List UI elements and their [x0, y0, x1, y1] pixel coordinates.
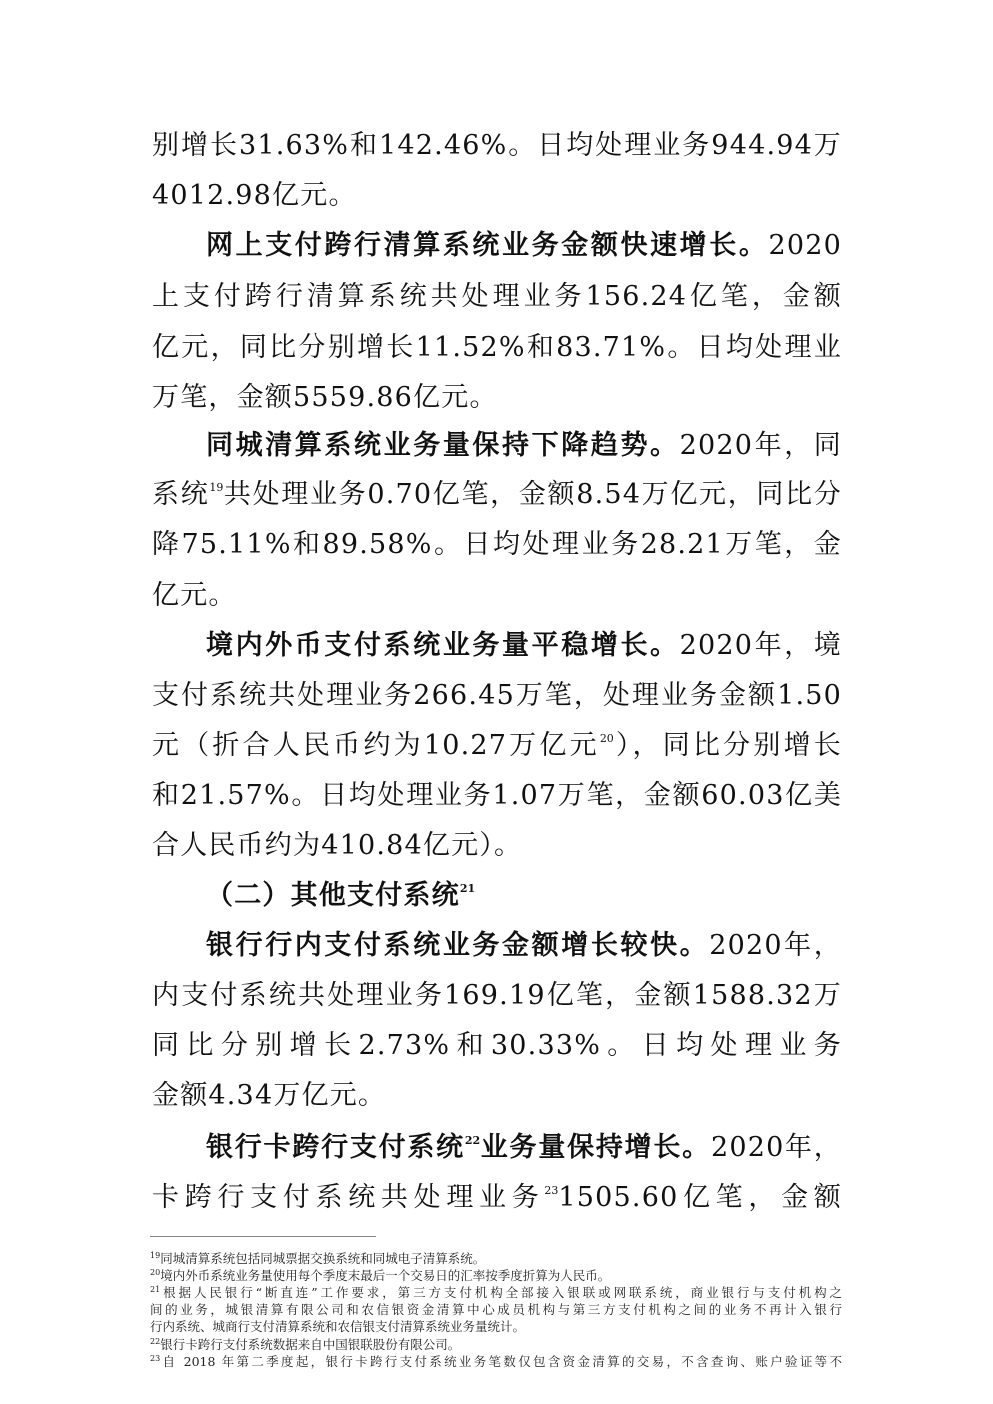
- paragraph-heading: 网上支付跨行清算系统业务金额快速增长。: [206, 230, 769, 261]
- paragraph-heading: 业务量保持增长。: [480, 1132, 711, 1163]
- body-line: 金额4.34万亿元。: [152, 1080, 387, 1111]
- body-line: 同城清算系统业务量保持下降趋势。2020年，同: [206, 430, 842, 461]
- paragraph-heading: 银行行内支付系统业务金额增长较快。: [206, 930, 710, 961]
- body-line: 4012.98亿元。: [152, 180, 357, 211]
- body-line: 和21.57%。日均处理业务1.07万笔，金额60.03亿美: [152, 780, 842, 811]
- body-line: 降75.11%和89.58%。日均处理业务28.21万笔，金: [152, 529, 842, 560]
- footnote-ref: 20: [599, 732, 614, 745]
- footnote-19: $^{19}$同城清算系统包括同城票据交换系统和同城电子清算系统。: [150, 1251, 486, 1266]
- body-line: 内支付系统共处理业务169.19亿笔，金额1588.32万: [152, 980, 842, 1011]
- body-line: 别增长31.63%和142.46%。日均处理业务944.94万: [152, 130, 842, 161]
- footnote-21: $^{21}$根据人民银行“断直连”工作要求，第三方支付机构全部接入银联或网联系统，商业银行与支付机构之 间的业务，城银清算有限公司和农信银资金清算中心成员机构与第三方支付机构之间的业务不再计入银行 行内系统、城商行支付清算系统和农信银支付清算系统业务量统计。: [150, 1285, 842, 1334]
- body-line: 银行行内支付系统业务金额增长较快。2020年，: [206, 930, 842, 961]
- paragraph-heading: 同城清算系统业务量保持下降趋势。: [206, 430, 680, 461]
- body-line: 亿元。: [152, 580, 237, 611]
- footnote-ref: 19: [209, 481, 224, 494]
- footnote-ref: 23: [544, 1184, 559, 1197]
- body-line: 境内外币支付系统业务量平稳增长。2020年，境: [206, 630, 842, 661]
- paragraph-heading: 银行卡跨行支付系统: [206, 1132, 465, 1163]
- body-line: 银行卡跨行支付系统$^{22}$业务量保持增长。2020年，: [206, 1132, 842, 1163]
- footnote-22: $^{22}$银行卡跨行支付系统数据来自中国银联股份有限公司。: [150, 1337, 461, 1352]
- body-line: 同比分别增长2.73%和30.33%。日均处理业务: [152, 1030, 842, 1061]
- footnote-23: $^{23}$自 2018 年第二季度起，银行卡跨行支付系统业务笔数仅包含资金清算的交易，不含查询、账户验证等不: [150, 1354, 842, 1369]
- body-line: 上支付跨行清算系统共处理业务156.24亿笔，金额: [152, 281, 842, 312]
- body-line: 亿元，同比分别增长11.52%和83.71%。日均处理业: [152, 332, 842, 363]
- body-line: 合人民币约为410.84亿元）。: [152, 830, 523, 861]
- body-line: 卡跨行支付系统共处理业务$^{23}$1505.60亿笔，金额: [152, 1182, 842, 1213]
- body-line: 元（折合人民币约为10.27万亿元$^{20}$），同比分别增长: [152, 730, 842, 761]
- paragraph-heading: 境内外币支付系统业务量平稳增长。: [206, 630, 680, 661]
- footnote-20: $^{20}$境内外币系统业务量使用每个季度末最后一个交易日的汇率按季度折算为人民币。: [150, 1268, 611, 1283]
- body-line: 系统$^{19}$共处理业务0.70亿笔，金额8.54万亿元，同比分: [152, 479, 842, 510]
- footnote-divider: [150, 1236, 376, 1237]
- section-heading: （二）其他支付系统$^{21}$: [206, 880, 476, 911]
- body-line: 万笔，金额5559.86亿元。: [152, 382, 498, 413]
- body-line: 网上支付跨行清算系统业务金额快速增长。2020: [206, 230, 842, 261]
- footnote-ref: 22: [464, 1134, 481, 1147]
- body-line: 支付系统共处理业务266.45万笔，处理业务金额1.50: [152, 680, 842, 711]
- footnote-ref: 21: [459, 882, 476, 895]
